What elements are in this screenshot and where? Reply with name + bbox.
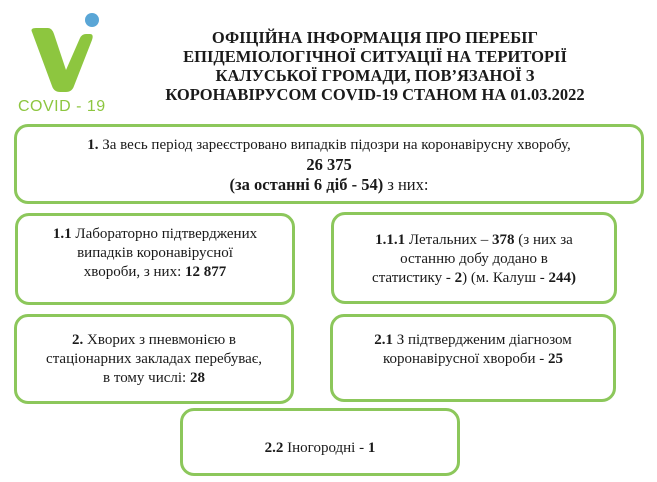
box2-line2: стаціонарних закладах перебуває,: [46, 351, 262, 367]
lethal-value: 378: [492, 232, 515, 248]
box1-line1: [17, 136, 641, 155]
confirmed-diagnosis-value: 25: [548, 351, 563, 367]
box1-recent: [17, 175, 641, 195]
title-line: КАЛУСЬКОЇ ГРОМАДИ, ПОВ’ЯЗАНОЇ З: [215, 66, 535, 85]
total-suspected-box: [14, 124, 644, 204]
title-line: ОФІЦІЙНА ІНФОРМАЦІЯ ПРО ПЕРЕБІГ: [211, 28, 539, 47]
box1-1-line1: 1.1 Лабораторно підтверджених: [52, 226, 258, 242]
total-value: 26 375: [306, 155, 352, 174]
box1-1-line3: хвороби, з них: 12 877: [83, 264, 227, 280]
box2-2-line: 2.2 Іногородні - 1: [264, 440, 376, 456]
box1-1-1-line3: статистику - 2) (м. Калуш - 244): [372, 270, 576, 286]
recent-value: 54): [361, 175, 384, 194]
lethal-city-value: 244): [548, 270, 576, 286]
recent-prefix: (за останні 6 діб -: [229, 175, 362, 194]
non-residents-box: [180, 408, 460, 476]
box1-1-1-line1: 1.1.1 Летальних – 378 (з них за: [375, 232, 573, 248]
box1-1-1-line2: останню добу додано в: [400, 251, 548, 267]
lab-confirmed-value: 12 877: [185, 264, 227, 280]
box1-text: За весь період зареєстровано випадків підозри на коронавірусну хворобу,: [98, 137, 571, 153]
box2-1-line1: 2.1 З підтвердженим діагнозом: [374, 332, 572, 348]
logo-text: COVID - 19: [18, 98, 106, 115]
box1-1-line2: випадків коронавірусної: [77, 245, 233, 261]
lab-confirmed-box: [15, 213, 295, 305]
title-line: ЕПІДЕМІОЛОГІЧНОЇ СИТУАЦІЇ НА ТЕРИТОРІЇ: [183, 47, 567, 66]
title-line: КОРОНАВІРУСОМ COVID-19 СТАНОМ НА 01.03.2022: [165, 85, 585, 104]
lethal-box: [331, 212, 617, 304]
virus-v-logo-icon: [24, 12, 112, 96]
box2-line3: в тому числі: 28: [103, 370, 205, 386]
box2-1-line2: коронавірусної хвороби - 25: [383, 351, 563, 367]
box1-number: 1.: [87, 137, 99, 153]
recent-suffix: з них:: [383, 175, 429, 194]
page-title: [110, 28, 640, 104]
confirmed-diagnosis-box: [330, 314, 616, 402]
pneumonia-value: 28: [189, 370, 205, 386]
pneumonia-box: [14, 314, 294, 404]
covid-logo: [18, 10, 118, 120]
non-residents-value: 1: [367, 440, 376, 456]
box2-line1: 2. Хворих з пневмонією в: [72, 332, 236, 348]
lethal-daily-value: 2: [454, 270, 463, 286]
